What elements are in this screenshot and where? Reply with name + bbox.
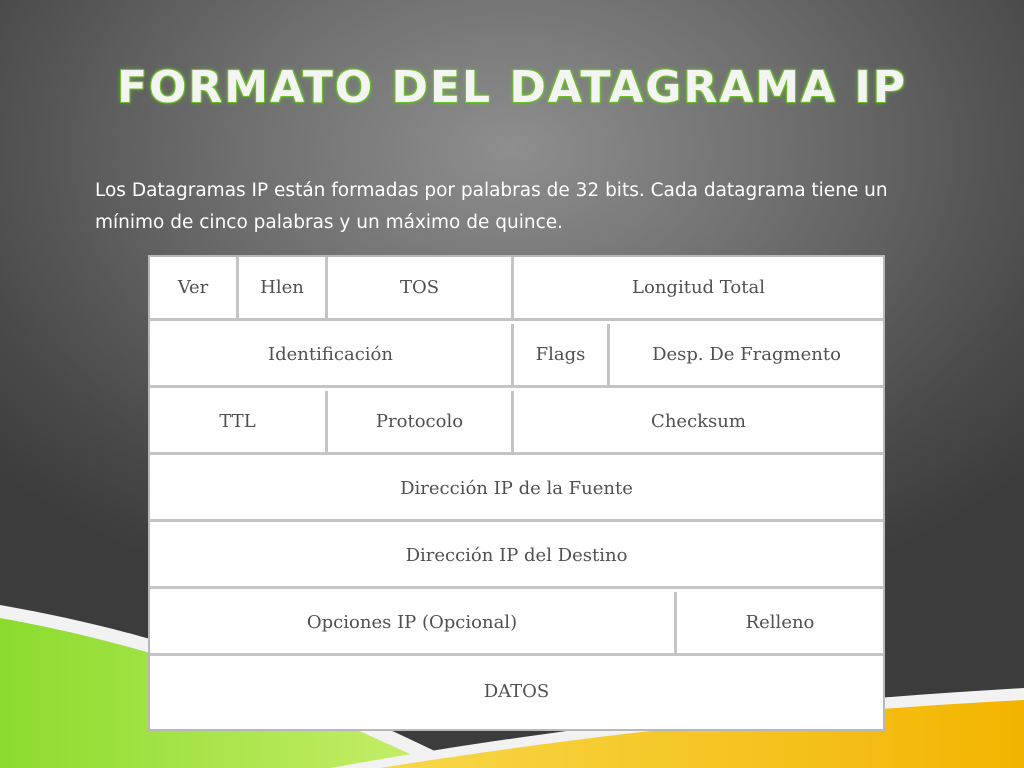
field-ver: Ver <box>150 257 239 318</box>
intro-paragraph: Los Datagramas IP están formadas por palabras de 32 bits. Cada datagrama tiene un mínimo de cinco palabras y un máximo de quince. <box>95 180 888 233</box>
field-desp-fragmento: Desp. De Fragmento <box>652 344 841 365</box>
field-relleno: Relleno <box>745 612 815 633</box>
field-datos: DATOS <box>483 680 550 702</box>
field-direccion-destino: Dirección IP del Destino <box>405 545 628 566</box>
datagram-row-3 <box>150 391 883 455</box>
field-ttl: TTL <box>150 391 328 452</box>
slide-title: FORMATO DEL DATAGRAMA IP <box>116 62 908 113</box>
datagram-row-5 <box>150 525 883 589</box>
field-direccion-fuente: Dirección IP de la Fuente <box>400 478 633 499</box>
field-protocolo: Protocolo <box>328 391 514 452</box>
field-identificacion: Identificación <box>150 324 514 385</box>
datagram-row-6 <box>150 592 883 656</box>
field-flags: Flags <box>514 324 610 385</box>
datagram-row-4 <box>150 458 883 522</box>
field-checksum: Checksum <box>651 411 746 432</box>
field-hlen: Hlen <box>239 257 328 318</box>
ip-datagram-diagram <box>148 255 885 731</box>
datagram-row-2 <box>150 324 883 388</box>
datagram-row-7 <box>150 659 883 723</box>
field-tos: TOS <box>328 257 514 318</box>
datagram-row-1 <box>150 257 883 321</box>
field-opciones-ip: Opciones IP (Opcional) <box>150 592 677 653</box>
field-longitud-total: Longitud Total <box>632 277 765 298</box>
